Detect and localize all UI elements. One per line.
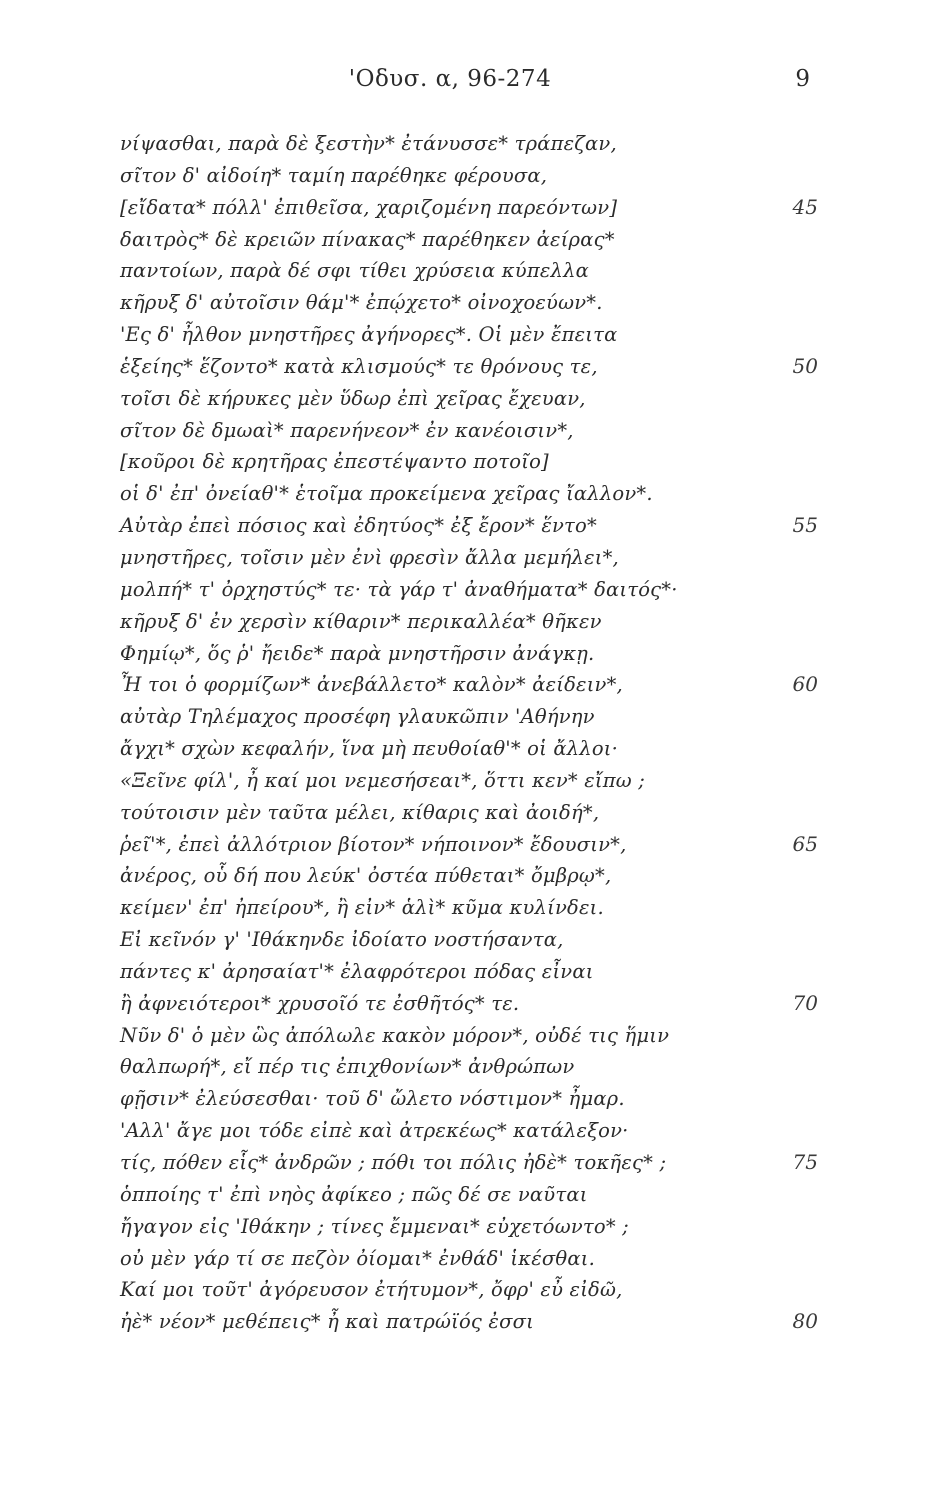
verse-line [0, 446, 942, 478]
verse-line [0, 892, 942, 924]
verse-line [0, 1051, 942, 1083]
verse-text: ὁπποίης τ' ἐπὶ νηὸς ἀφίκεο ; πῶς δέ σε ναῦται [120, 1182, 588, 1206]
verse-line [0, 956, 942, 988]
verse-line [0, 542, 942, 574]
verse-text: σῖτον δὲ δμωαὶ* παρενήνεον* ἐν κανέοισιν*, [120, 418, 574, 442]
verse-text: ῥεῖ'*, ἐπεὶ ἀλλότριον βίοτον* νήποινον* ἔδουσιν*, [120, 832, 627, 856]
line-number: 50 [792, 353, 818, 378]
verse-text: φῇσιν* ἐλεύσεσθαι· τοῦ δ' ὤλετο νόστιμον* ἦμαρ. [120, 1087, 625, 1111]
verse-text: 'Ες δ' ἦλθον μνηστῆρες ἀγήνορες*. Οἱ μὲν ἔπειτα [120, 323, 618, 347]
verse-text: μολπή* τ' ὀρχηστύς* τε· τὰ γάρ τ' ἀναθήματα* δαιτός*· [120, 577, 678, 601]
verse-line [0, 733, 942, 765]
verse-text: ἑξείης* ἕζοντο* κατὰ κλισμούς* τε θρόνους τε, [120, 354, 598, 378]
verse-text: ἄγχι* σχὼν κεφαλήν, ἵνα μὴ πευθοίαθ'* οἱ ἄλλοι· [120, 737, 619, 761]
verse-line [0, 1211, 942, 1243]
verse-text: Καί μοι τοῦτ' ἀγόρευσον ἐτήτυμον*, ὄφρ' εὖ εἰδῶ, [120, 1278, 623, 1302]
verse-line [0, 765, 942, 797]
verse-text: ἠὲ* νέον* μεθέπεις* ἦ καὶ πατρώϊός ἐσσι [120, 1310, 534, 1334]
verse-text: τούτοισιν μὲν ταῦτα μέλει, κίθαρις καὶ ἀοιδή*, [120, 800, 600, 824]
verse-line [0, 128, 942, 160]
line-number: 70 [792, 990, 818, 1015]
verse-text: τίς, πόθεν εἷς* ἀνδρῶν ; πόθι τοι πόλις ἠδὲ* τοκῆες* ; [120, 1151, 667, 1174]
verse-text: [εἴδατα* πόλλ' ἐπιθεῖσα, χαριζομένη παρεόντων] [120, 195, 618, 219]
verse-line [0, 224, 942, 256]
verse-text: αὐτὰρ Τηλέμαχος προσέφη γλαυκῶπιν 'Αθήνην [120, 705, 595, 729]
verse-line [0, 574, 942, 606]
verse-text: τοῖσι δὲ κήρυκες μὲν ὕδωρ ἐπὶ χεῖρας ἔχευαν, [120, 386, 586, 410]
verse-line [0, 1274, 942, 1306]
verse-line [0, 383, 942, 415]
verse-block [0, 128, 942, 1338]
verse-text: νίψασθαι, παρὰ δὲ ξεστὴν* ἐτάνυσσε* τράπεζαν, [120, 132, 617, 155]
verse-line [0, 160, 942, 192]
verse-text: Φημίῳ*, ὅς ῥ' ἤειδε* παρὰ μνηστῆρσιν ἀνάγκῃ. [120, 641, 595, 665]
verse-line [0, 510, 942, 542]
verse-line [0, 1147, 942, 1179]
verse-line [0, 829, 942, 861]
verse-text: κῆρυξ δ' ἐν χερσὶν κίθαριν* περικαλλέα* θῆκεν [120, 609, 602, 633]
verse-line [0, 638, 942, 670]
verse-text: Ἦ τοι ὁ φορμίζων* ἀνεβάλλετο* καλὸν* ἀείδειν*, [120, 673, 623, 697]
verse-line [0, 924, 942, 956]
verse-text: ἢ ἀφνειότεροι* χρυσοῖό τε ἐσθῆτός* τε. [120, 991, 520, 1015]
verse-text: κείμεν' ἐπ' ἠπείρου*, ἢ εἰν* ἁλὶ* κῦμα κυλίνδει. [120, 896, 604, 920]
line-number: 80 [792, 1309, 818, 1334]
verse-line [0, 701, 942, 733]
verse-line [0, 1179, 942, 1211]
verse-line [0, 192, 942, 224]
verse-line [0, 255, 942, 287]
running-title: 'Οδυσ. α, 96-274 [348, 66, 552, 92]
verse-text: μνηστῆρες, τοῖσιν μὲν ἐνὶ φρεσὶν ἄλλα μεμήλει*, [120, 545, 619, 569]
verse-text: Αὐτὰρ ἐπεὶ πόσιος καὶ ἐδητύος* ἐξ ἔρον* ἕντο* [120, 514, 597, 538]
verse-text: πάντες κ' ἀρησαίατ'* ἐλαφρότεροι πόδας εἶναι [120, 959, 594, 983]
page-number: 9 [795, 66, 810, 92]
verse-line [0, 319, 942, 351]
verse-text: οὐ μὲν γάρ τί σε πεζὸν ὀίομαι* ἐνθάδ' ἱκέσθαι. [120, 1246, 595, 1270]
verse-line [0, 478, 942, 510]
verse-text: «Ξεῖνε φίλ', ἦ καί μοι νεμεσήσεαι*, ὅττι κεν* εἴπω ; [120, 768, 646, 792]
verse-line [0, 287, 942, 319]
verse-line [0, 988, 942, 1020]
verse-line [0, 797, 942, 829]
verse-line [0, 606, 942, 638]
verse-line [0, 415, 942, 447]
verse-text: θαλπωρή*, εἴ πέρ τις ἐπιχθονίων* ἀνθρώπων [120, 1055, 575, 1079]
verse-line [0, 351, 942, 383]
verse-line [0, 1083, 942, 1115]
verse-text: Νῦν δ' ὁ μὲν ὣς ἀπόλωλε κακὸν μόρον*, οὐδέ τις ἥμιν [120, 1023, 670, 1047]
verse-text: κῆρυξ δ' αὐτοῖσιν θάμ'* ἐπῴχετο* οἰνοχοεύων*. [120, 291, 603, 315]
line-number: 65 [792, 831, 818, 856]
verse-text: οἱ δ' ἐπ' ὀνείαθ'* ἑτοῖμα προκείμενα χεῖρας ἴαλλον*. [120, 482, 653, 506]
line-number: 75 [792, 1150, 818, 1174]
verse-line [0, 1020, 942, 1052]
verse-text: παντοίων, παρὰ δέ σφι τίθει χρύσεια κύπελλα [120, 259, 590, 283]
verse-text: ἤγαγον εἰς 'Ιθάκην ; τίνες ἔμμεναι* εὐχετόωντο* ; [120, 1214, 629, 1238]
line-number: 55 [792, 513, 818, 538]
page-header [0, 66, 942, 106]
verse-text: σῖτον δ' αἰδοίη* ταμίη παρέθηκε φέρουσα, [120, 163, 548, 187]
verse-text: ἀνέρος, οὗ δή που λεύκ' ὀστέα πύθεται* ὄμβρῳ*, [120, 864, 612, 888]
verse-line [0, 669, 942, 701]
verse-line [0, 860, 942, 892]
verse-text: δαιτρὸς* δὲ κρειῶν πίνακας* παρέθηκεν ἀείρας* [120, 227, 615, 251]
verse-line [0, 1115, 942, 1147]
verse-text: [κοῦροι δὲ κρητῆρας ἐπεστέψαντο ποτοῖο] [120, 450, 549, 474]
verse-line [0, 1306, 942, 1338]
line-number: 60 [792, 672, 818, 697]
verse-line [0, 1243, 942, 1275]
verse-text: Εἰ κεῖνόν γ' 'Ιθάκηνδε ἰδοίατο νοστήσαντα, [120, 928, 564, 952]
verse-text: 'Αλλ' ἄγε μοι τόδε εἰπὲ καὶ ἀτρεκέως* κατάλεξον· [120, 1119, 629, 1143]
line-number: 45 [792, 194, 818, 219]
